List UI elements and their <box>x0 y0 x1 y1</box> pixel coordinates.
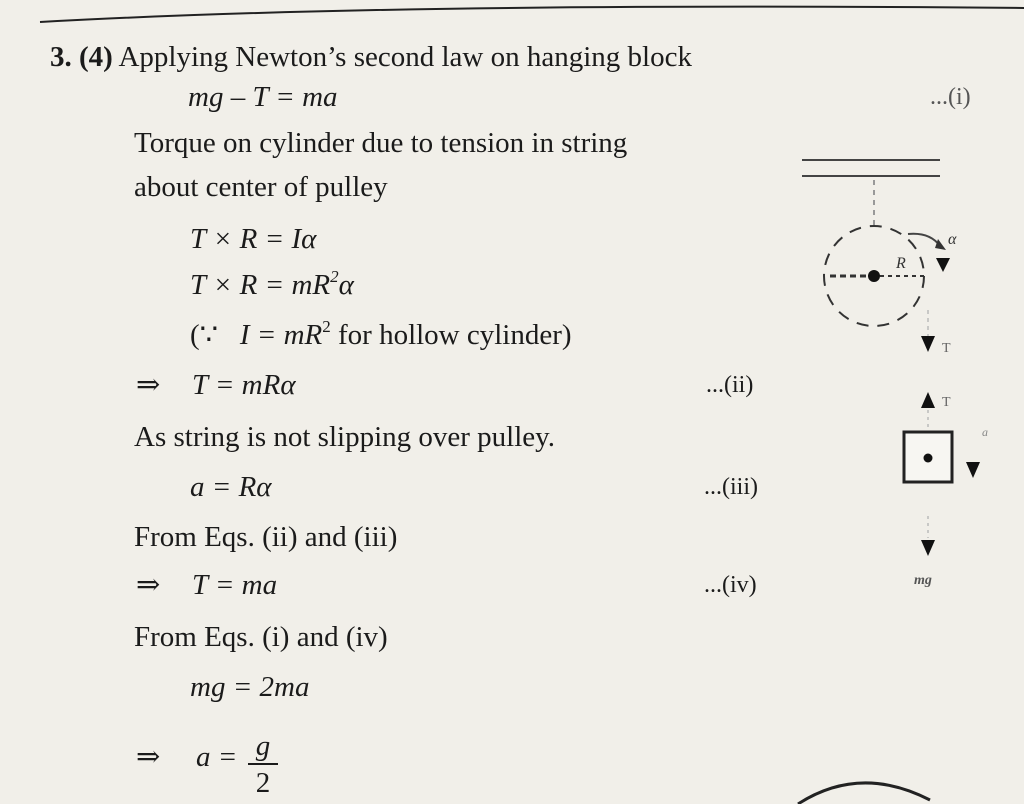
question-number: 3. <box>50 41 72 73</box>
tension-arrow-down <box>921 336 935 352</box>
torque-equation-2-prefix: T × R = mR <box>190 269 331 301</box>
equation-i: mg – T = ma <box>188 81 338 113</box>
radius-label: R <box>896 255 906 272</box>
weight-label: mg <box>914 573 932 588</box>
because-symbol: (∵ <box>190 319 219 351</box>
equation-i-tag: ...(i) <box>930 84 971 110</box>
hanging-block <box>904 432 952 482</box>
torque-equation-2 <box>190 268 354 302</box>
block-acceleration-label: a <box>982 425 988 439</box>
from-eqs-ii-iii: From Eqs. (ii) and (iii) <box>134 521 398 553</box>
equation-iv: T = ma <box>192 569 278 601</box>
torque-equation-1: T × R = Iα <box>190 223 317 255</box>
equation-iii-tag: ...(iii) <box>704 474 758 500</box>
equation-iv-tag: ...(iv) <box>704 572 757 598</box>
weight-arrow <box>921 540 935 556</box>
equation-ii-tag: ...(ii) <box>706 372 754 398</box>
fraction-bar <box>248 763 278 765</box>
rim-acceleration-arrow <box>936 258 950 272</box>
final-answer-lhs: a = <box>196 741 238 773</box>
equation-iii: a = Rα <box>190 471 272 503</box>
pulley-diagram <box>790 140 1010 610</box>
fraction-numerator: g <box>255 730 271 762</box>
pulley-cylinder <box>824 226 924 326</box>
moment-of-inertia-note <box>190 318 572 352</box>
implies-arrow: ⇒ <box>136 569 161 601</box>
note-exponent: 2 <box>322 317 331 336</box>
angular-acceleration-arrow <box>908 234 946 250</box>
equation-ii: T = mRα <box>192 369 296 401</box>
note-inertia-expr: I = mR <box>239 319 323 351</box>
question-heading <box>50 40 692 74</box>
torque-text-line1: Torque on cylinder due to tension in string <box>134 127 628 159</box>
fraction-denominator: 2 <box>255 767 271 799</box>
alpha-label: α <box>948 231 957 248</box>
heading-text: Applying Newton’s second law on hanging block <box>118 41 692 73</box>
torque-equation-2-suffix: α <box>338 269 354 301</box>
answer-option: (4) <box>79 41 113 73</box>
equation-combined: mg = 2ma <box>190 671 310 703</box>
final-answer-fraction <box>248 730 278 800</box>
implies-arrow: ⇒ <box>136 369 161 401</box>
ceiling <box>802 160 940 176</box>
block-acceleration-arrow <box>966 462 980 478</box>
top-border-line <box>0 0 1024 30</box>
tension-label-lower: T <box>942 395 951 410</box>
implies-arrow: ⇒ <box>136 741 161 773</box>
torque-equation-2-exponent: 2 <box>330 267 339 286</box>
no-slip-text: As string is not slipping over pulley. <box>134 421 556 453</box>
from-eqs-i-iv: From Eqs. (i) and (iv) <box>134 621 388 653</box>
torque-text-line2: about center of pulley <box>134 171 388 203</box>
tension-label-upper: T <box>942 341 951 356</box>
note-suffix: for hollow cylinder) <box>338 319 572 351</box>
next-figure-edge <box>790 770 950 804</box>
tension-arrow-up <box>921 392 935 408</box>
